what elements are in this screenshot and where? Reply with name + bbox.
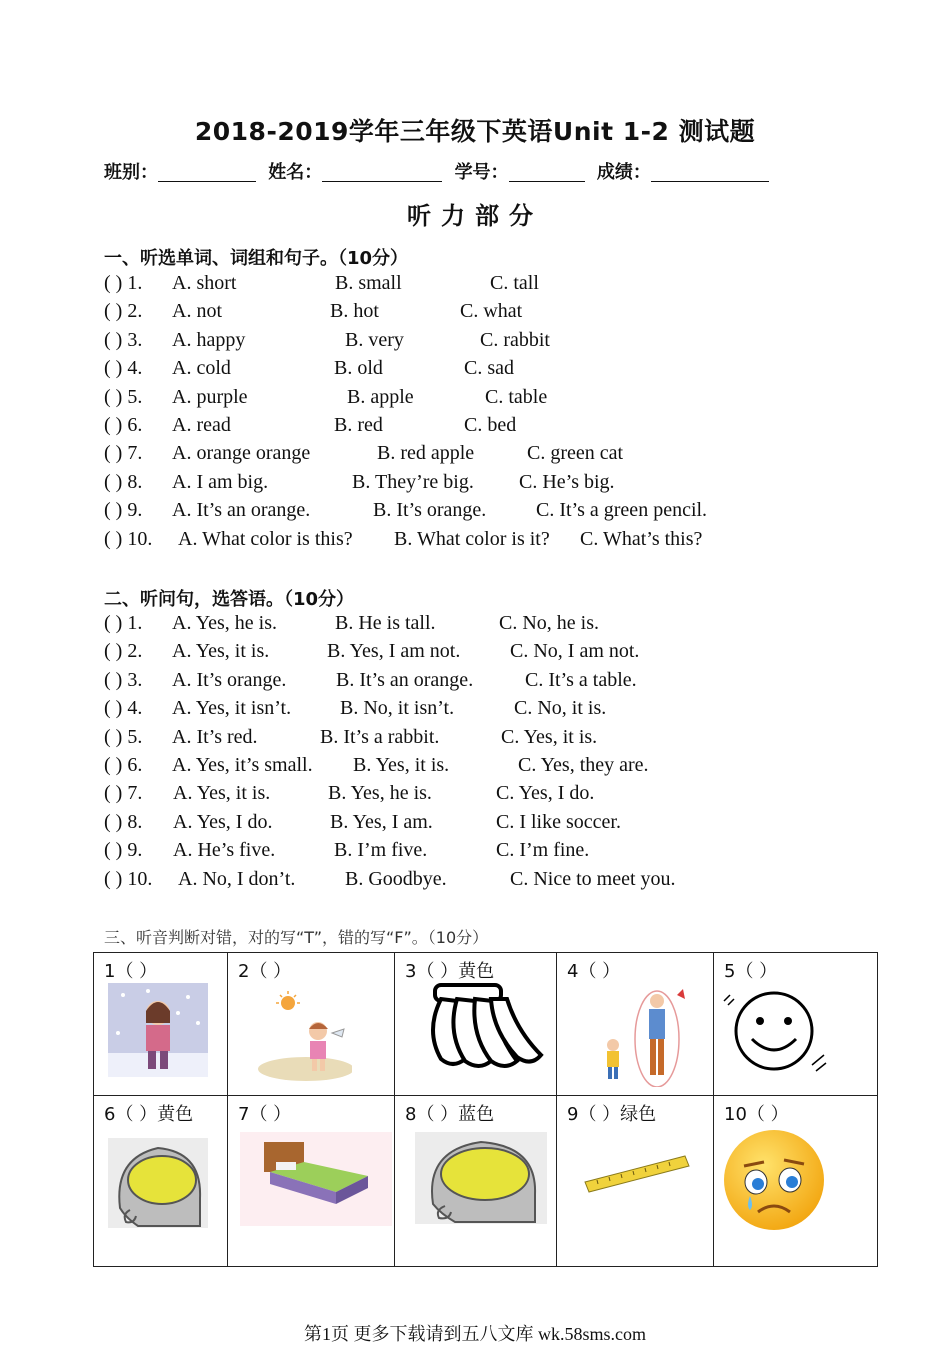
- question-number: ( ) 2.: [104, 640, 143, 663]
- question-number: ( ) 9.: [104, 499, 143, 522]
- question-number: ( ) 9.: [104, 839, 143, 862]
- question-number: ( ) 3.: [104, 668, 143, 691]
- question-number: ( ) 1.: [104, 612, 143, 634]
- option-a: A. Yes, it is.: [173, 782, 271, 805]
- question-row: [104, 357, 864, 385]
- option-a: A. Yes, it’s small.: [172, 754, 313, 776]
- page-title: 2018-2019学年三年级下英语Unit 1-2 测试题: [194, 117, 756, 146]
- question-row: [104, 300, 864, 328]
- option-a: A. Yes, it is.: [172, 640, 270, 663]
- question-row: [104, 839, 864, 867]
- option-a: A. It’s red.: [172, 725, 258, 748]
- score-label: 成绩：: [596, 162, 651, 183]
- question-row: [104, 782, 864, 810]
- option-c: C. Yes, I do.: [496, 782, 595, 805]
- sad-face-icon: [720, 1126, 828, 1234]
- option-b: B. It’s an orange.: [336, 668, 474, 691]
- name-blank: [322, 163, 442, 182]
- option-a: A. not: [172, 300, 222, 323]
- question-row: [104, 811, 864, 839]
- option-c: C. what: [460, 300, 523, 323]
- class-label: 班别：: [104, 162, 158, 183]
- option-c: C. bed: [464, 414, 517, 436]
- grid-cell-10: [714, 1096, 878, 1267]
- question-row: [104, 499, 864, 527]
- question-row: [104, 386, 864, 414]
- bananas-icon: [421, 981, 545, 1073]
- option-c: C. rabbit: [480, 328, 550, 351]
- question-row: [104, 528, 864, 556]
- cell-label: 8（ ）蓝色: [405, 1104, 495, 1125]
- option-a: A. No, I don’t.: [178, 867, 296, 890]
- question-row: [104, 612, 864, 640]
- cell-label: 10（ ）: [724, 1104, 789, 1125]
- cell-label: 5（ ）: [724, 961, 778, 982]
- class-blank: [158, 163, 256, 182]
- option-b: B. He is tall.: [335, 612, 436, 634]
- option-b: B. hot: [330, 300, 379, 323]
- option-b: B. red apple: [377, 442, 475, 465]
- question-number: ( ) 4.: [104, 357, 143, 380]
- option-a: A. Yes, it isn’t.: [172, 697, 292, 720]
- option-c: C. Yes, they are.: [518, 754, 649, 776]
- name-label: 姓名：: [268, 162, 323, 183]
- option-b: B. red: [334, 414, 383, 436]
- option-c: C. I like soccer.: [496, 810, 621, 833]
- question-row: [104, 442, 864, 470]
- question-number: ( ) 3.: [104, 328, 143, 351]
- option-c: C. Yes, it is.: [501, 725, 598, 748]
- option-b: B. It’s a rabbit.: [320, 725, 440, 748]
- question-number: ( ) 10.: [104, 527, 153, 550]
- grid-cell-2: [228, 953, 395, 1096]
- question-number: ( ) 7.: [104, 782, 143, 805]
- section1-heading: 一、听选单词、词组和句子。（10分）: [104, 248, 409, 269]
- question-row: [104, 669, 864, 697]
- option-c: C. It’s a table.: [525, 668, 637, 691]
- grid-cell-5: [714, 953, 878, 1096]
- cell-label: 2（ ）: [238, 961, 292, 982]
- option-c: C. Nice to meet you.: [510, 867, 676, 890]
- question-number: ( ) 10.: [104, 867, 153, 890]
- option-a: A. happy: [172, 328, 246, 351]
- option-c: C. No, I am not.: [510, 640, 640, 663]
- grid-cell-9: [557, 1096, 714, 1267]
- grid-cell-3: [395, 953, 557, 1096]
- question-row: [104, 754, 864, 782]
- hot-girl-icon: [248, 989, 352, 1083]
- number-blank: [509, 163, 585, 182]
- option-b: B. I’m five.: [334, 839, 428, 862]
- option-a: A. What color is this?: [178, 527, 353, 550]
- option-a: A. Yes, I do.: [173, 810, 273, 833]
- cell-label: 4（ ）: [567, 961, 621, 982]
- option-a: A. purple: [172, 385, 248, 408]
- option-c: C. tall: [490, 272, 539, 294]
- question-row: [104, 726, 864, 754]
- option-a: A. Yes, he is.: [172, 612, 278, 634]
- section2-heading: 二、听问句，选答语。（10分）: [104, 589, 355, 610]
- question-row: [104, 697, 864, 725]
- option-b: B. No, it isn’t.: [340, 697, 455, 720]
- question-row: [104, 272, 864, 300]
- option-b: B. Goodbye.: [345, 867, 447, 890]
- question-row: [104, 329, 864, 357]
- ruler-icon: [583, 1154, 691, 1194]
- option-a: A. It’s orange.: [172, 668, 287, 691]
- option-c: C. table: [485, 385, 548, 408]
- option-c: C. No, it is.: [514, 697, 607, 720]
- option-c: C. He’s big.: [519, 470, 615, 493]
- picture-grid: [93, 952, 878, 1267]
- color-head-icon: [108, 1138, 208, 1228]
- option-a: A. It’s an orange.: [172, 499, 311, 522]
- bed-icon: [240, 1132, 392, 1226]
- option-c: C. sad: [464, 357, 514, 380]
- tall-short-icon: [593, 983, 693, 1087]
- option-a: A. cold: [172, 357, 231, 380]
- option-b: B. It’s orange.: [373, 499, 487, 522]
- option-c: C. green cat: [527, 442, 624, 465]
- grid-cell-6: [94, 1096, 228, 1267]
- option-b: B. Yes, he is.: [328, 782, 432, 805]
- option-c: C. I’m fine.: [496, 839, 590, 862]
- question-number: ( ) 6.: [104, 754, 143, 776]
- option-b: B. small: [335, 272, 402, 294]
- question-row: [104, 471, 864, 499]
- question-number: ( ) 5.: [104, 385, 143, 408]
- option-c: C. No, he is.: [499, 612, 599, 634]
- question-number: ( ) 8.: [104, 470, 143, 493]
- option-b: B. Yes, I am.: [330, 810, 433, 833]
- option-b: B. Yes, it is.: [353, 754, 450, 776]
- number-label: 学号：: [454, 162, 509, 183]
- option-b: B. apple: [347, 385, 414, 408]
- option-b: B. Yes, I am not.: [327, 640, 461, 663]
- option-a: A. I am big.: [172, 470, 269, 493]
- question-number: ( ) 8.: [104, 810, 143, 833]
- question-number: ( ) 5.: [104, 725, 143, 748]
- option-a: A. short: [172, 272, 237, 294]
- question-row: [104, 640, 864, 668]
- option-a: A. He’s five.: [173, 839, 276, 862]
- option-a: A. read: [172, 414, 231, 436]
- cell-label: 3（ ）黄色: [405, 961, 495, 982]
- score-blank: [651, 163, 769, 182]
- question-number: ( ) 2.: [104, 300, 143, 323]
- question-number: ( ) 1.: [104, 272, 143, 294]
- option-b: B. very: [345, 328, 404, 351]
- student-info-line: [104, 158, 824, 184]
- option-b: B. old: [334, 357, 383, 380]
- cell-label: 6（ ）黄色: [104, 1104, 194, 1125]
- option-b: B. What color is it?: [394, 527, 550, 550]
- option-c: C. What’s this?: [580, 527, 703, 550]
- question-row: [104, 414, 864, 442]
- grid-cell-8: [395, 1096, 557, 1267]
- section3-heading: 三、听音判断对错，对的写“T”，错的写“F”。（10分）: [104, 928, 489, 947]
- option-c: C. It’s a green pencil.: [536, 499, 708, 522]
- listening-part-title: 听力部分: [407, 202, 543, 230]
- color-head-icon: [415, 1132, 547, 1224]
- grid-cell-7: [228, 1096, 395, 1267]
- page-footer: 第1页 更多下载请到五八文库 wk.58sms.com: [304, 1324, 646, 1344]
- cell-label: 7（ ）: [238, 1104, 292, 1125]
- cell-label: 9（ ）绿色: [567, 1104, 657, 1125]
- question-number: ( ) 4.: [104, 697, 143, 720]
- question-number: ( ) 6.: [104, 414, 143, 436]
- question-row: [104, 868, 864, 896]
- option-b: B. They’re big.: [352, 470, 474, 493]
- smiley-icon: [720, 985, 832, 1083]
- cell-label: 1（ ）: [104, 961, 158, 982]
- option-a: A. orange orange: [172, 442, 311, 465]
- question-number: ( ) 7.: [104, 442, 143, 465]
- grid-cell-4: [557, 953, 714, 1096]
- grid-cell-1: [94, 953, 228, 1096]
- cold-girl-icon: [108, 983, 208, 1077]
